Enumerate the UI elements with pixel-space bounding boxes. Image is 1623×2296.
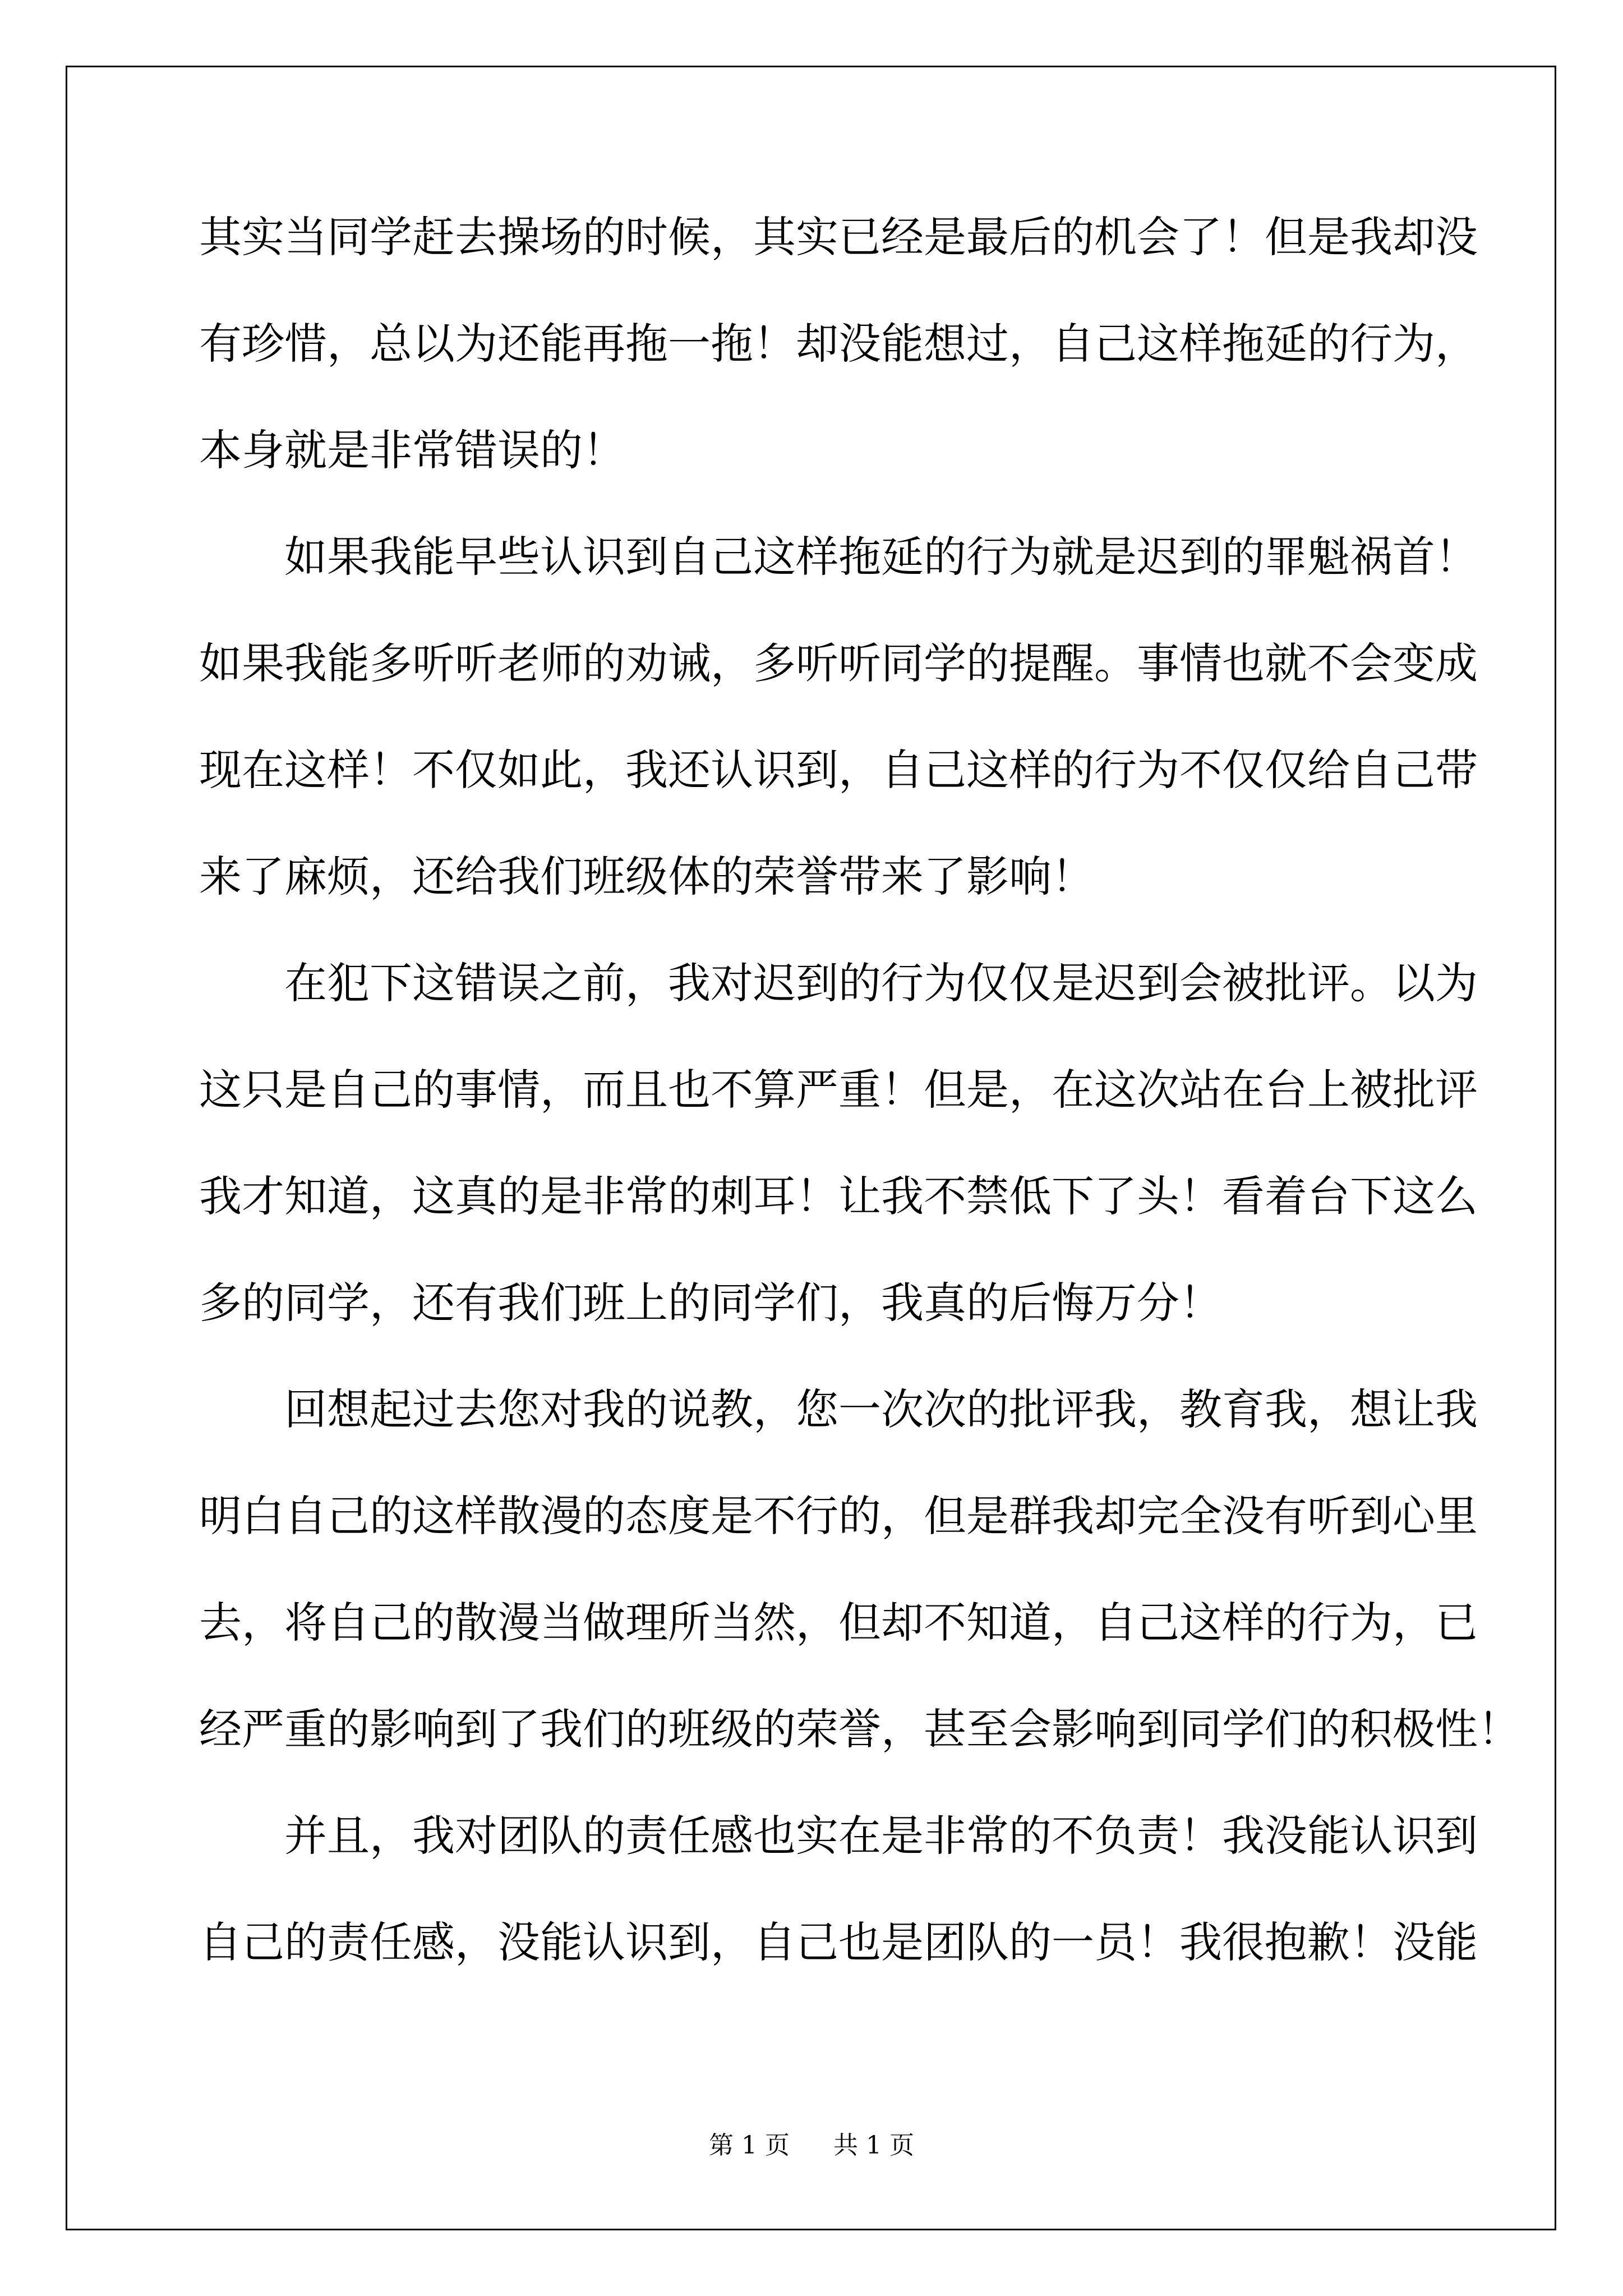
text-line: 多的同学，还有我们班上的同学们，我真的后悔万分！ bbox=[199, 1278, 1222, 1328]
text-line: 如果我能早些认识到自己这样拖延的行为就是迟到的罪魁祸首！ bbox=[284, 532, 1478, 582]
text-line: 在犯下这错误之前，我对迟到的行为仅仅是迟到会被批评。以为 bbox=[284, 958, 1478, 1008]
text-line: 现在这样！不仅如此，我还认识到，自己这样的行为不仅仅给自己带 bbox=[199, 745, 1478, 795]
text-line: 自己的责任感，没能认识到，自己也是团队的一员！我很抱歉！没能 bbox=[199, 1917, 1478, 1967]
text-line: 明白自己的这样散漫的态度是不行的，但是群我却完全没有听到心里 bbox=[199, 1491, 1478, 1541]
text-line: 有珍惜，总以为还能再拖一拖！却没能想过，自己这样拖延的行为， bbox=[199, 319, 1478, 369]
page-total: 共 1 页 bbox=[833, 2131, 914, 2160]
page-footer bbox=[0, 2132, 1623, 2160]
document-body bbox=[199, 212, 1520, 2028]
text-line: 来了麻烦，还给我们班级体的荣誉带来了影响！ bbox=[199, 852, 1094, 901]
text-line: 我才知道，这真的是非常的刺耳！让我不禁低下了头！看着台下这么 bbox=[199, 1171, 1478, 1221]
text-line: 去，将自己的散漫当做理所当然，但却不知道，自己这样的行为，已 bbox=[199, 1598, 1478, 1648]
text-line: 如果我能多听听老师的劝诫，多听听同学的提醒。事情也就不会变成 bbox=[199, 638, 1478, 688]
text-line: 这只是自己的事情，而且也不算严重！但是，在这次站在台上被批评 bbox=[199, 1065, 1478, 1115]
text-line: 本身就是非常错误的！ bbox=[199, 425, 625, 475]
page-number: 第 1 页 bbox=[709, 2131, 790, 2160]
text-line: 回想起过去您对我的说教，您一次次的批评我，教育我，想让我 bbox=[284, 1384, 1478, 1434]
text-line: 经严重的影响到了我们的班级的荣誉，甚至会影响到同学们的积极性！ bbox=[199, 1704, 1520, 1754]
text-line: 并且，我对团队的责任感也实在是非常的不负责！我没能认识到 bbox=[284, 1811, 1478, 1861]
text-line: 其实当同学赶去操场的时候，其实已经是最后的机会了！但是我却没 bbox=[199, 212, 1478, 262]
